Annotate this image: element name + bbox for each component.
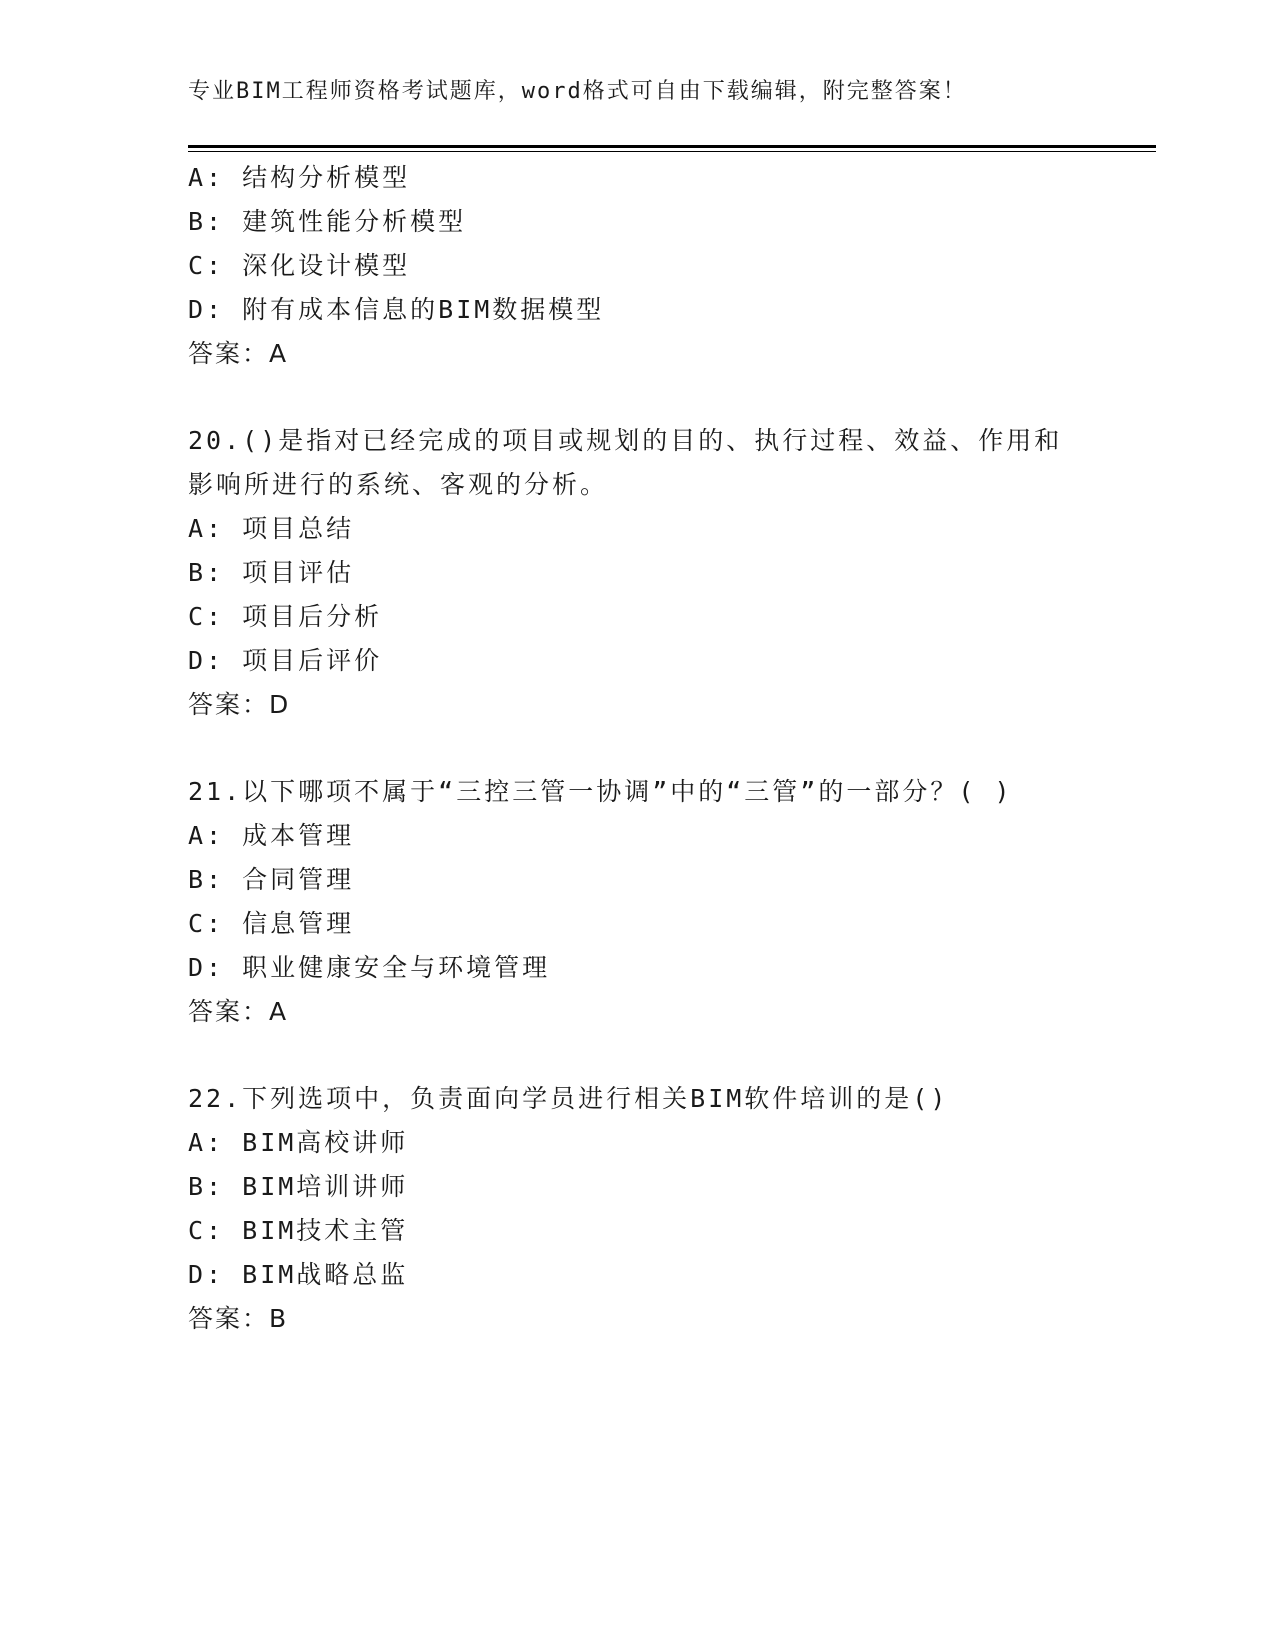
q19-option-d: D: 附有成本信息的BIM数据模型 xyxy=(188,295,605,324)
q21-answer: 答案：A xyxy=(188,997,289,1026)
q22-option-d: D: BIM战略总监 xyxy=(188,1260,409,1289)
q21-option-b: B: 合同管理 xyxy=(188,865,355,894)
q22-option-a: A: BIM高校讲师 xyxy=(188,1128,409,1157)
header-rule-thick xyxy=(188,145,1156,148)
q19-option-a: A: 结构分析模型 xyxy=(188,163,411,192)
q20-option-b: B: 项目评估 xyxy=(188,558,355,587)
q22-answer: 答案：B xyxy=(188,1304,289,1333)
q21-option-a: A: 成本管理 xyxy=(188,821,355,850)
q21-stem: 21.以下哪项不属于“三控三管一协调”中的“三管”的一部分？( ) xyxy=(188,777,1013,806)
q20-stem-line2: 影响所进行的系统、客观的分析。 xyxy=(188,470,609,499)
q20-option-d: D: 项目后评价 xyxy=(188,646,383,675)
q20-stem-line1: 20.()是指对已经完成的项目或规划的目的、执行过程、效益、作用和 xyxy=(188,426,1063,455)
q19-option-c: C: 深化设计模型 xyxy=(188,251,411,280)
q21-option-c: C: 信息管理 xyxy=(188,909,355,938)
q19-answer: 答案：A xyxy=(188,339,289,368)
q19-option-b: B: 建筑性能分析模型 xyxy=(188,207,467,236)
header-rule-thin xyxy=(188,151,1156,152)
q21-option-d: D: 职业健康安全与环境管理 xyxy=(188,953,551,982)
page-header: 专业BIM工程师资格考试题库，word格式可自由下载编辑，附完整答案！ xyxy=(188,79,967,104)
q20-option-a: A: 项目总结 xyxy=(188,514,355,543)
q22-option-c: C: BIM技术主管 xyxy=(188,1216,409,1245)
q20-answer: 答案：D xyxy=(188,690,291,719)
q20-option-c: C: 项目后分析 xyxy=(188,602,383,631)
q22-stem: 22.下列选项中，负责面向学员进行相关BIM软件培训的是() xyxy=(188,1084,949,1113)
q22-option-b: B: BIM培训讲师 xyxy=(188,1172,409,1201)
